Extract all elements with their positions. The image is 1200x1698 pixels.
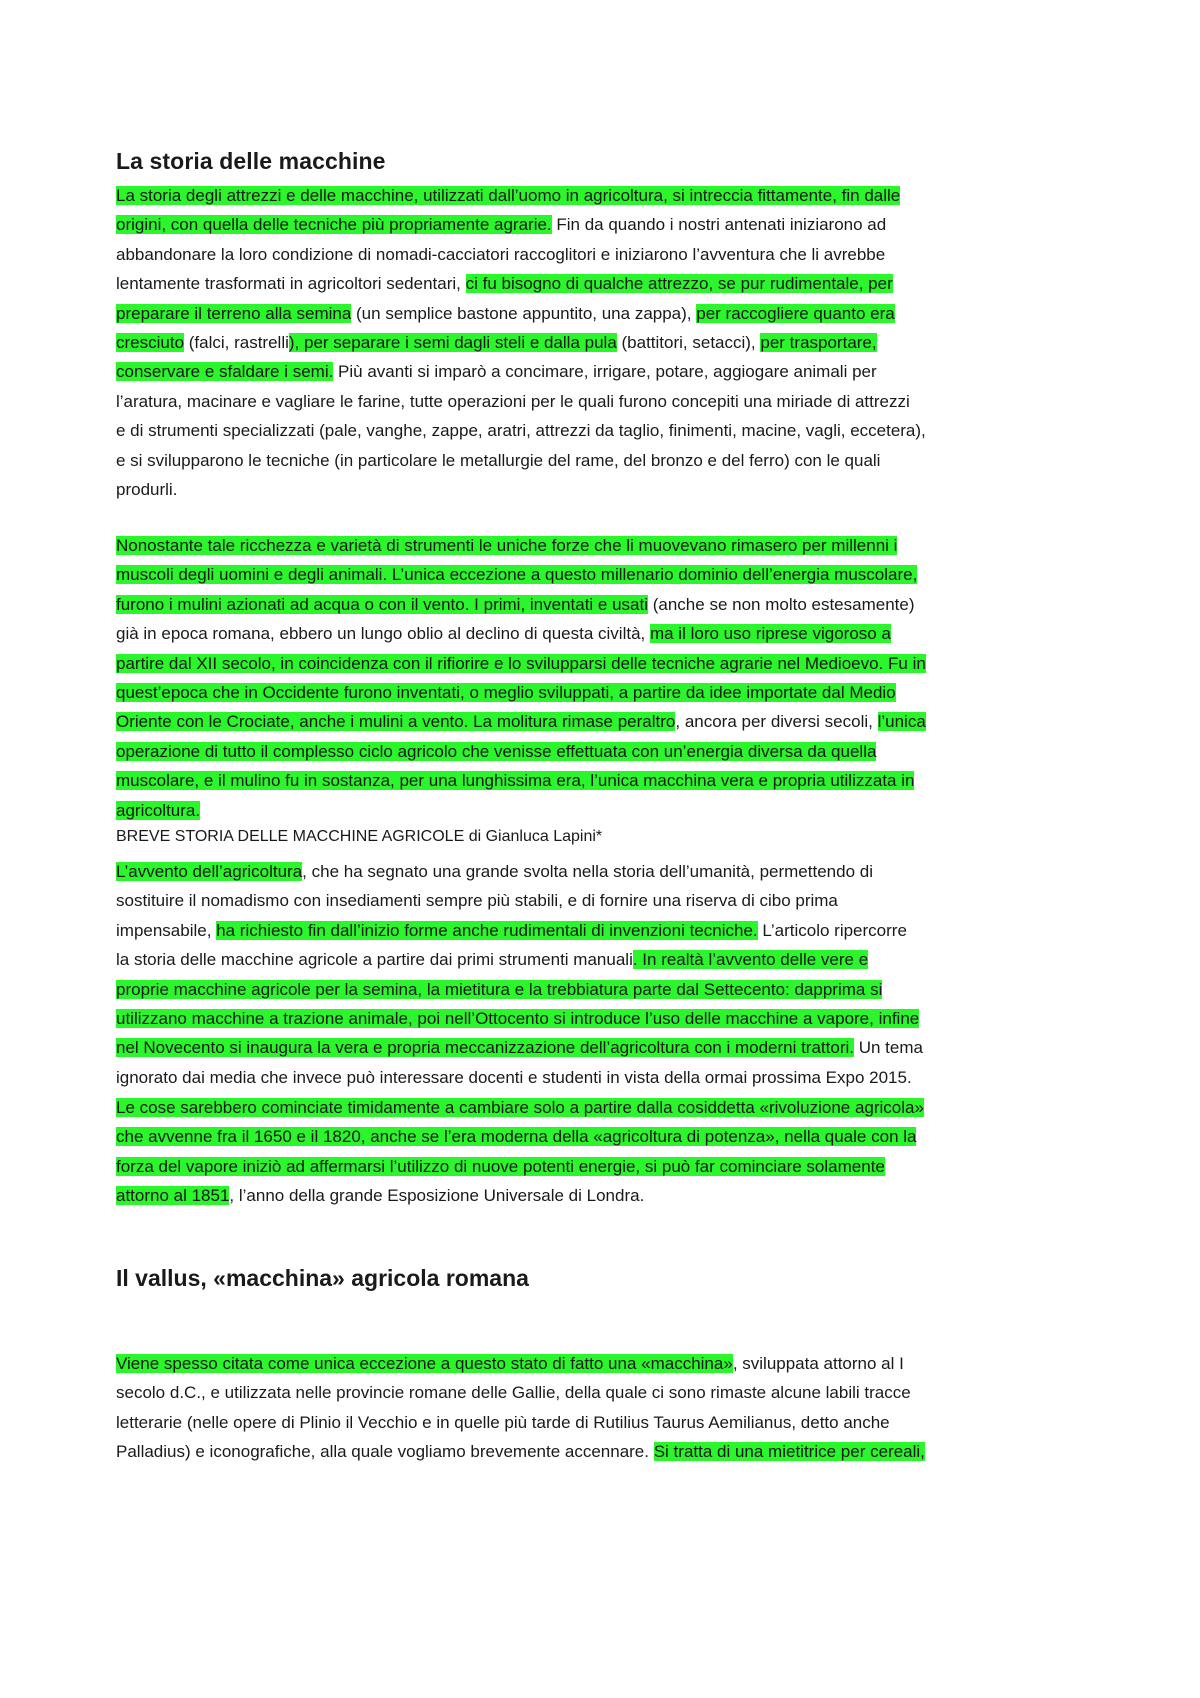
- highlighted-text: preparare il terreno alla semina: [116, 303, 352, 323]
- text-line: [116, 446, 1096, 475]
- highlighted-text: conservare e sfaldare i semi.: [116, 362, 334, 382]
- text-line: [116, 1437, 1096, 1466]
- paragraph-1: [116, 181, 1096, 504]
- text-line: [116, 269, 1096, 298]
- text-line: [116, 1063, 1096, 1092]
- highlighted-text: quest’epoca che in Occidente furono inventati, o meglio sviluppati, a partire da idee importate dal Medio: [116, 682, 896, 702]
- text-line: [116, 475, 1096, 504]
- body-text: produrli.: [116, 479, 178, 499]
- highlighted-text: Viene spesso citata come unica eccezione a questo stato di fatto una «macchina»: [116, 1354, 733, 1373]
- text-line: [116, 737, 1096, 766]
- highlighted-text: muscolare, e il mulino fu in sostanza, per una lunghissima era, l’unica macchina vera e propria utilizzata in: [116, 771, 915, 791]
- text-line: [116, 299, 1096, 328]
- body-text: (anche se non molto estesamente): [648, 594, 915, 614]
- text-line: [116, 796, 1096, 825]
- highlighted-text: L’avvento dell’agricoltura: [116, 862, 303, 881]
- body-text: letterarie (nelle opere di Plinio il Vecchio e in quelle più tarde di Rutilius Taurus Aemilianus, detto anche: [116, 1412, 890, 1432]
- body-text: (un semplice bastone appuntito, una zappa),: [351, 303, 697, 323]
- highlighted-text: ha richiesto fin dall’inizio forme anche rudimentali di invenzioni tecniche.: [216, 920, 758, 940]
- text-line: [116, 210, 1096, 239]
- highlighted-text: partire dal XII secolo, in coincidenza con il rifiorire e lo svilupparsi delle tecniche agrarie nel Medioevo. Fu in: [116, 653, 926, 673]
- text-line: [116, 1349, 1096, 1378]
- paragraph-5: [116, 1349, 1096, 1467]
- highlighted-text: ci fu bisogno di qualche attrezzo, se pur rudimentale, per: [465, 274, 893, 294]
- highlighted-text: ma il loro uso riprese vigoroso a: [649, 624, 891, 644]
- text-line: [116, 416, 1096, 445]
- text-line: [116, 916, 1096, 945]
- body-text: Palladius) e iconografiche, alla quale vogliamo brevemente accennare.: [116, 1442, 654, 1462]
- text-line: [116, 886, 1096, 915]
- highlighted-text: Nonostante tale ricchezza e varietà di strumenti le uniche forze che li muovevano rimasero per millenni i: [116, 536, 898, 555]
- highlighted-text: La storia degli attrezzi e delle macchine, utilizzati dall’uomo in agricoltura, si intreccia fittamente, fin dalle: [116, 186, 901, 205]
- text-line: [116, 1378, 1096, 1407]
- body-text: lentamente trasformati in agricoltori sedentari,: [116, 274, 466, 294]
- body-text: secolo d.C., e utilizzata nelle provincie romane delle Gallie, della quale ci sono rimaste alcune labili tracce: [116, 1383, 911, 1403]
- text-line: [116, 766, 1096, 795]
- body-text: , l’anno della grande Esposizione Universale di Londra.: [229, 1186, 645, 1206]
- text-line: [116, 1093, 1096, 1122]
- article-credit: BREVE STORIA DELLE MACCHINE AGRICOLE di Gianluca Lapini*: [116, 828, 603, 845]
- body-text: sostituire il nomadismo con insediamenti sempre più stabili, e di fornire una riserva di cibo prima: [116, 891, 838, 911]
- body-text: , che ha segnato una grande svolta nella storia dell’umanità, permettendo di: [302, 862, 873, 881]
- body-text: , sviluppata attorno al I: [732, 1354, 904, 1373]
- text-line: [116, 857, 1096, 886]
- text-line: [116, 1004, 1096, 1033]
- body-text: Più avanti si imparò a concimare, irrigare, potare, aggiogare animali per: [333, 362, 877, 382]
- text-line: [116, 387, 1096, 416]
- body-text: impensabile,: [116, 920, 217, 940]
- section-heading-vallus: Il vallus, «macchina» agricola romana: [116, 1265, 529, 1291]
- highlighted-text: cresciuto: [116, 332, 185, 352]
- highlighted-text: . In realtà l’avvento delle vere e: [632, 950, 869, 970]
- paragraph-4: [116, 1093, 1096, 1211]
- body-text: Un tema: [854, 1038, 923, 1058]
- section-heading-storia: La storia delle macchine: [116, 148, 386, 174]
- text-line: [116, 181, 1096, 210]
- body-text: la storia delle macchine agricole a partire dai primi strumenti manuali: [116, 950, 633, 970]
- paragraph-2: [116, 531, 1096, 825]
- body-text: e si svilupparono le tecniche (in particolare le metallurgie del rame, del bronzo e del ferro) con le quali: [116, 450, 881, 470]
- highlighted-text: per raccogliere quanto era: [696, 303, 895, 323]
- highlighted-text: nel Novecento si inaugura la vera e propria meccanizzazione dell’agricoltura con i moderni trattori.: [116, 1038, 854, 1058]
- text-line: [116, 531, 1096, 560]
- highlighted-text: attorno al 1851: [116, 1186, 230, 1206]
- text-line: [116, 240, 1096, 269]
- text-line: [116, 590, 1096, 619]
- text-line: [116, 707, 1096, 736]
- body-text: l’aratura, macinare e vagliare le farine, tutte operazioni per le quali furono concepiti una miriade di attrezzi: [116, 391, 910, 411]
- text-line: [116, 678, 1096, 707]
- text-line: [116, 975, 1096, 1004]
- highlighted-text: forza del vapore iniziò ad affermarsi l’utilizzo di nuove potenti energie, si può far cominciare solamente: [116, 1156, 885, 1176]
- text-line: [116, 945, 1096, 974]
- body-text: (falci, rastrelli: [184, 332, 289, 352]
- highlighted-text: agricoltura.: [116, 800, 201, 820]
- highlighted-text: origini, con quella delle tecniche più propriamente agrarie.: [116, 215, 552, 235]
- body-text: , ancora per diversi secoli,: [675, 712, 878, 732]
- text-line: [116, 1408, 1096, 1437]
- body-text: abbandonare la loro condizione di nomadi-cacciatori raccoglitori e iniziarono l’avventura che li avrebbe: [116, 244, 886, 264]
- highlighted-text: ), per separare i semi dagli steli e dalla pula: [288, 332, 617, 352]
- body-text: già in epoca romana, ebbero un lungo oblio al declino di questa civiltà,: [116, 624, 650, 644]
- paragraph-3: [116, 857, 1096, 1092]
- highlighted-text: Oriente con le Crociate, anche i mulini a vento. La molitura rimase peraltro: [116, 712, 676, 732]
- highlighted-text: muscoli degli uomini e degli animali. L’unica eccezione a questo millenario dominio dell’energia muscolare,: [116, 565, 918, 585]
- highlighted-text: operazione di tutto il complesso ciclo agricolo che venisse effettuata con un’energia diversa da quella: [116, 741, 877, 761]
- text-line: [116, 619, 1096, 648]
- text-line: [116, 1033, 1096, 1062]
- text-line: [116, 649, 1096, 678]
- highlighted-text: che avvenne fra il 1650 e il 1820, anche se l’era moderna della «agricoltura di potenza», nella quale con la: [116, 1127, 917, 1147]
- highlighted-text: per trasportare,: [760, 332, 877, 352]
- text-line: [116, 1181, 1096, 1210]
- highlighted-text: utilizzano macchine a trazione animale, poi nell’Ottocento si introduce l’uso delle macchine a vapore, infine: [116, 1008, 920, 1028]
- body-text: L’articolo ripercorre: [757, 920, 907, 940]
- body-text: Fin da quando i nostri antenati iniziarono ad: [551, 215, 887, 235]
- highlighted-text: furono i mulini azionati ad acqua o con il vento. I primi, inventati e usati: [116, 594, 649, 614]
- text-line: [116, 1122, 1096, 1151]
- highlighted-text: Si tratta di una mietitrice per cereali,: [653, 1442, 925, 1462]
- highlighted-text: proprie macchine agricole per la semina, la mietitura e la trebbiatura parte dal Settecento: dapprima si: [116, 979, 883, 999]
- highlighted-text: Le cose sarebbero cominciate timidamente a cambiare solo a partire dalla cosiddetta «rivoluzione agricola»: [116, 1098, 924, 1117]
- body-text: (battitori, setacci),: [616, 332, 761, 352]
- text-line: [116, 357, 1096, 386]
- body-text: e di strumenti specializzati (pale, vanghe, zappe, aratri, attrezzi da taglio, finimenti, macine, vagli, eccetera),: [116, 421, 926, 441]
- highlighted-text: l’unica: [877, 712, 926, 732]
- text-line: [116, 560, 1096, 589]
- body-text: ignorato dai media che invece può interessare docenti e studenti in vista della ormai prossima Expo 2015.: [116, 1067, 912, 1087]
- text-line: [116, 328, 1096, 357]
- text-line: [116, 1152, 1096, 1181]
